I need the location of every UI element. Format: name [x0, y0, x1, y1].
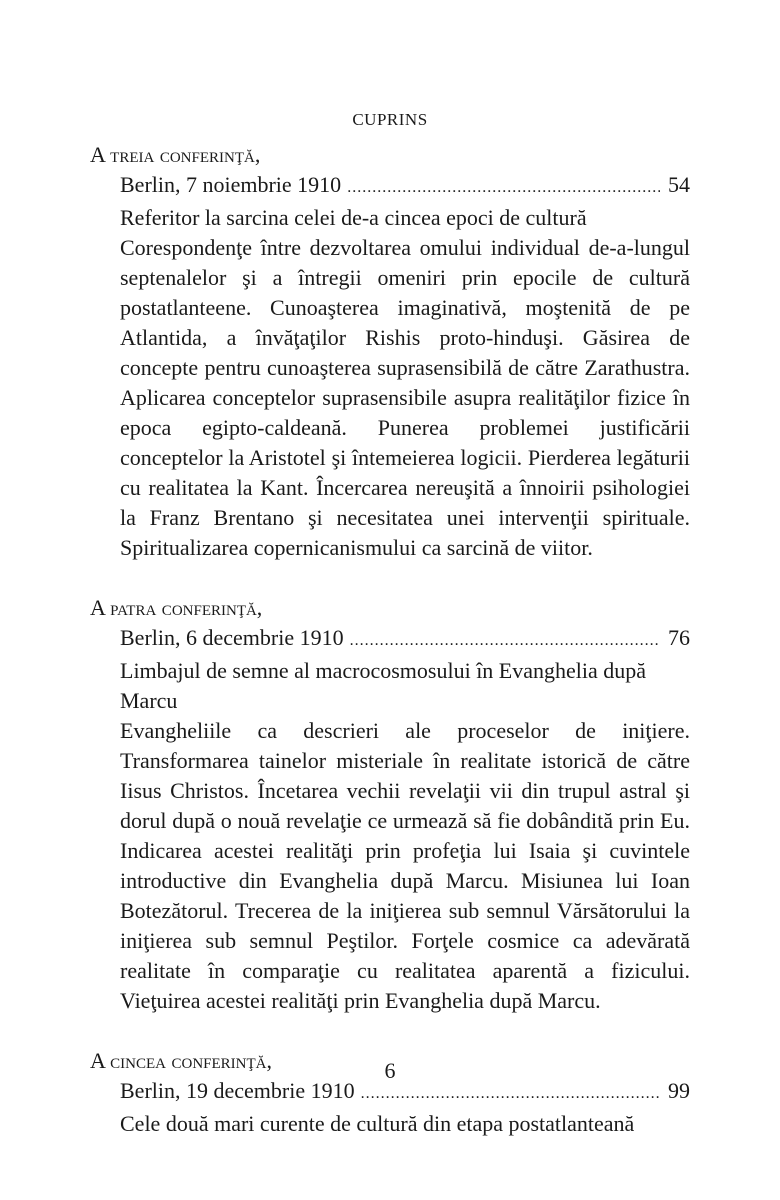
date-line[interactable]	[120, 623, 690, 656]
table-of-contents	[90, 140, 690, 1169]
toc-section-lecture-4	[90, 593, 690, 1016]
page-reference: 76	[668, 625, 690, 650]
lecture-subtitle: Cele două mari curente de cultură din etapa postatlanteană	[120, 1111, 635, 1136]
lecture-subtitle: Limbajul de semne al macrocosmosului în Evanghelia după Marcu	[120, 658, 647, 713]
page-number: 6	[384, 1058, 396, 1083]
lecture-heading: A patra conferinţă,	[90, 595, 263, 620]
lecture-summary: Corespondenţe între dezvoltarea omului individual de-a-lungul septenalelor şi a întregii omeniri prin epocile de cultură postatlanteene. Cunoaşterea imaginativă, moştenită de pe Atlantida, a învăţaţilor Rishis proto-hinduşi. Găsirea de concepte pentru cunoaşterea suprasensibilă de către Zarathustra. Aplicarea conceptelor suprasensibile asupra realităţilor fizice în epoca egipto-caldeană. Punerea problemei justificării conceptelor la Aristotel şi întemeierea logicii. Pierderea legăturii cu realitatea la Kant. Încercarea nereuşită a înnoirii psihologiei la Franz Brentano şi necesitatea unei intervenţii spirituale. Spiritualizarea copernicanismului ca sarcină de viitor.	[120, 235, 690, 560]
page-reference: 54	[668, 172, 690, 197]
page-reference: 99	[668, 1078, 690, 1103]
lecture-subtitle: Referitor la sarcina celei de-a cincea epoci de cultură	[120, 205, 587, 230]
lecture-heading: A cincea conferinţă,	[90, 1048, 273, 1073]
toc-entry	[120, 1076, 690, 1139]
lecture-summary: Evangheliile ca descrieri ale proceselor de iniţiere. Transformarea tainelor misteriale în realitate istorică de către Iisus Christos. Încetarea vechii revelaţii vii din trupul astral şi dorul după o nouă revelaţie ce urmează să fie dobândită prin Eu. Indicarea acestei realităţi prin profeţia lui Isaia şi cuvintele introductive din Evanghelia după Marcu. Misiunea lui Ioan Botezătorul. Trecerea de la iniţierea sub semnul Vărsătorului la iniţierea sub semnul Peştilor. Forţele cosmice ca adevărată realitate în comparaţie cu realitatea aparentă a fizicului. Vieţuirea acestei realităţi prin Evanghelia după Marcu.	[120, 718, 690, 1013]
dot-leader	[350, 626, 660, 656]
lecture-heading: A treia conferinţă,	[90, 142, 261, 167]
toc-entry	[120, 170, 690, 563]
toc-entry	[120, 623, 690, 1016]
lecture-date: Berlin, 6 decembrie 1910	[120, 625, 344, 650]
toc-section-lecture-3	[90, 140, 690, 563]
lecture-date: Berlin, 7 noiembrie 1910	[120, 172, 342, 197]
page-title: CUPRINS	[352, 110, 428, 129]
lecture-date: Berlin, 19 decembrie 1910	[120, 1078, 355, 1103]
date-line[interactable]	[120, 170, 690, 203]
dot-leader	[347, 173, 660, 203]
